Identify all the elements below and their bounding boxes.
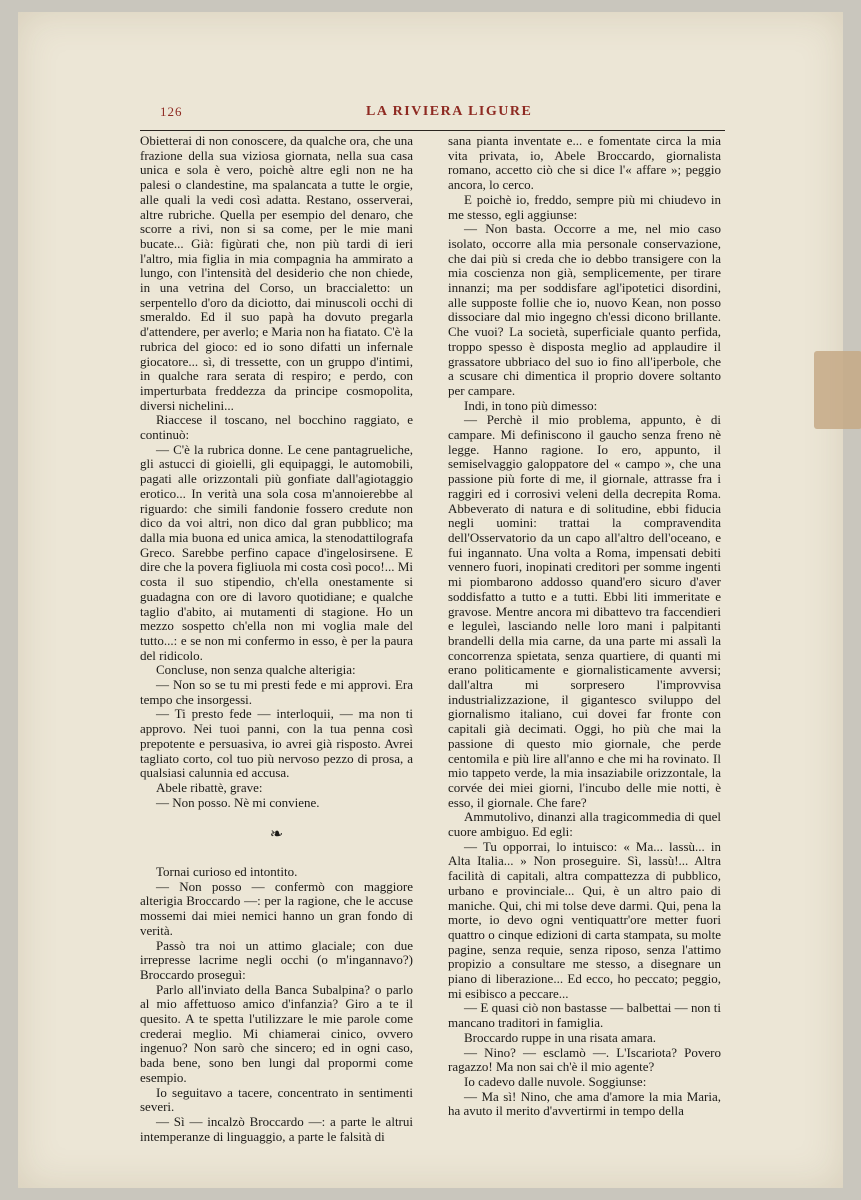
- right-column: [448, 134, 721, 1162]
- paragraph: — Non posso — confermò con maggiore alterigia Broccardo —: per la ragione, che le accuse mossemi dai miei nemici hanno un gran fondo di verità.: [140, 878, 413, 938]
- page-header: [160, 104, 740, 124]
- left-column: [140, 134, 413, 1162]
- paragraph: Io cadevo dalle nuvole. Soggiunse:: [464, 1074, 647, 1089]
- page-number: 126: [160, 104, 183, 119]
- paragraph: Ammutolivo, dinanzi alla tragicommedia di quel cuore ambiguo. Ed egli:: [448, 809, 721, 840]
- paragraph: — Nino? — esclamò —. L'Iscariota? Povero ragazzo! Ma non sai ch'è il mio agente?: [448, 1044, 721, 1075]
- paragraph: Indi, in tono più dimesso:: [464, 397, 598, 413]
- paragraph: Passò tra noi un attimo glaciale; con due irrepresse lacrime negli occhi (o m'ingannavo?) Broccardo proseguì:: [140, 937, 413, 982]
- paragraph: Parlo all'inviato della Banca Subalpina? o parlo al mio affettuoso amico d'infanzia? Giro a te il quesito. A te spetta l'utilizzare le mie parole come crederai meglio. Mi chiamerai cinico, ovvero ingenuo? Non sarò che sincero; ed in ogni caso, bada bene, sono ben lungi dal propormi come esempio.: [140, 981, 413, 1085]
- paragraph: Broccardo ruppe in una risata amara.: [464, 1029, 657, 1045]
- paragraph: — Ti presto fede — interloquii, — ma non ti approvo. Nei tuoi panni, con la tua penna così prepotente e persuasiva, io avrei già risposto. Avrei tagliato corto, col tuo più nervoso pezzo di prosa, a qualsiasi calunnia ed accusa.: [140, 706, 413, 781]
- paragraph: Concluse, non senza qualche alterigia:: [156, 662, 356, 678]
- paragraph: — Tu opporrai, lo intuisco: « Ma... lassù... in Alta Italia... » Non proseguire. Sì, lassù!... Altra facilità di capitali, altra compattezza di pubblico, urbano e provinciale... Qui, è un altro paio di maniche. Qui, chi mi tolse deve darmi. Qui, pena la morte, io devo ogni ventiquattr'ore metter fuori quattro o cinque edizioni di carta stampata, su molte pagine, senza requie, senza riposo, senza l'attimo propizio a consultare me stesso, a disegnare un piano di liberazione... Ed ecco, ho peccato; peggio, mi esibisco a peccare...: [448, 838, 721, 1001]
- paragraph: — Non so se tu mi presti fede e mi approvi. Era tempo che insorgessi.: [140, 677, 413, 707]
- paper-stain: [814, 351, 861, 429]
- paragraph: Tornai curioso ed intontito.: [156, 864, 298, 880]
- paragraph: — Sì — incalzò Broccardo —: a parte le altrui intemperanze di linguaggio, a parte le falsità di: [140, 1114, 413, 1144]
- paragraph: — Perchè il mio problema, appunto, è di campare. Mi definiscono il gaucho senza freno nè legge. Hanno ragione. Io ero, appunto, il semiselvaggio galoppatore del « campo », che una passione più forte di me, il giornale, attrasse fra i raggiri ed i corrosivi veleni della decrepita Roma. Abbeverato di natura e di solitudine, ebbi fiducia negli uomini: trattai la compravendita dell'Osservatorio da un capo all'altro dell'oceano, e fui ingannato. Una volta a Roma, impensati debiti vennero fuori, inopinati creditori per somme ingenti mi piombarono addosso quand'ero sicuro d'aver soddisfatto a tutto e a tutti. Ebbi liti immeritate e gravose. Mentre ancora mi dibattevo tra faccendieri e leguleì, lasciando nelle loro mani i palpitanti brandelli della mia carne, da una parte mi assalì la concorrenza spietata, senza quartiere, di quanti mi erano politicamente e giornalisticamente avversi; dall'altra mi sorpresero l'improvvisa industrializzazione, il gigantesco sviluppo del giornalismo italiano, cui dovei far fronte con capitali già decimati. Oggi, ho più che mai la passione di questo mio giornale, che perde centomila e più lire all'anno e che mi ha rovinato. Il mio tappeto verde, la mia insaziabile orizzontale, la corvée dei miei giorni, l'incubo delle mie notti, è esso, il giornale. Che fare?: [448, 412, 721, 810]
- paragraph: — Ma sì! Nino, che ama d'amore la mia Maria, ha avuto il merito d'avvertirmi in tempo della: [448, 1088, 721, 1119]
- paragraph: — C'è la rubrica donne. Le cene pantagrueliche, gli astucci di gioielli, gli equipaggi, le automobili, pagati alle orizzontali più gonfiate dall'agiotaggio erotico... In verità una sola cosa m'annoierebbe al riguardo: che simili fandonie fossero credute non dico da voi altri, non dico dal gran pubblico; ma dalla mia buona ed unica amica, la stenodattilografa Greco. Sarebbe perfino capace d'ingelosirsene. E dire che la povera figliuola mi costa così poco!... Mi costa il suo stipendio, ch'ella onestamente si guadagna con ore di lavoro quotidiane; e qualche taglio d'abito, ai mutamenti di stagione. Ho un mezzo sospetto ch'ella non mi voglia male del tutto...: e se non mi confermo in esso, è per la paura del ridicolo.: [140, 441, 413, 663]
- header-rule: [140, 130, 725, 131]
- running-head: LA RIVIERA LIGURE: [366, 104, 533, 119]
- section-divider-ornament: ❧: [269, 826, 284, 844]
- paragraph: Riaccese il toscano, nel bocchino raggiato, e continuò:: [140, 412, 413, 443]
- paragraph: — Non basta. Occorre a me, nel mio caso isolato, occorre alla mia personale conservazione, che dai più si creda che io debbo transigere con la mia coscienza non già, semplicemente, per tirare innanzi; ma per soddisfare agl'ipotetici disordini, alle supposte follie che io, nuovo Kean, non posso dissociare dal mio ingegno ch'essi dicono brillante. Che vuoi? La società, superficiale quanto perfida, troppo spesso è disposta meglio ad applaudire il grassatore ubbriaco del suo io fino all'iperbole, che a scusare chi dimentica il proprio dovere soltanto per campare.: [448, 221, 721, 398]
- paragraph: Abele ribattè, grave:: [156, 779, 263, 795]
- paragraph: sana pianta inventate e... e fomentate circa la mia vita privata, io, Abele Broccardo, giornalista romano, accetto ciò che si dice l'« affare »; peggio ancora, lo cerco.: [448, 134, 721, 193]
- paragraph: Obietterai di non conoscere, da qualche ora, che una frazione della sua viziosa giornata, nella sua casa unica e sola è vero, poichè altre egli non ne ha palesi o clandestine, ma spalancata a tutte le orgie, alle quali la vedi così adatta. Restano, osserverai, altre rubriche. Quella per esempio del denaro, che scorre a rivi, non si sa come, per le mie mani bucate... Già: figùrati che, non più tardi di ieri l'altro, mia figlia in mia compagnia ha ammirato a lungo, con l'intensità del desiderio che non chiede, in una vetrina del Corso, un braccialetto: un serpentello d'oro da diciotto, dai minuscoli occhi di smeraldo. Ed il suo papà ha dovuto pregarla d'attendere, per averlo; e Maria non ha fiatato. C'è la rubrica del gioco: ed io sono difatti un infernale giocatore... sì, di tressette, con un gruppo d'intimi, in qualche rara serata di respiro; e perdo, con imperturbata freddezza da principe cosmopolita, diversi nichelini...: [140, 134, 413, 413]
- paragraph: — E quasi ciò non bastasse — balbettai — non ti mancano traditori in famiglia.: [448, 1000, 721, 1031]
- paragraph: E poichè io, freddo, sempre più mi chiudevo in me stesso, egli aggiunse:: [448, 191, 721, 222]
- paragraph: Io seguitavo a tacere, concentrato in sentimenti severi.: [140, 1084, 413, 1115]
- paragraph: — Non posso. Nè mi conviene.: [156, 794, 320, 810]
